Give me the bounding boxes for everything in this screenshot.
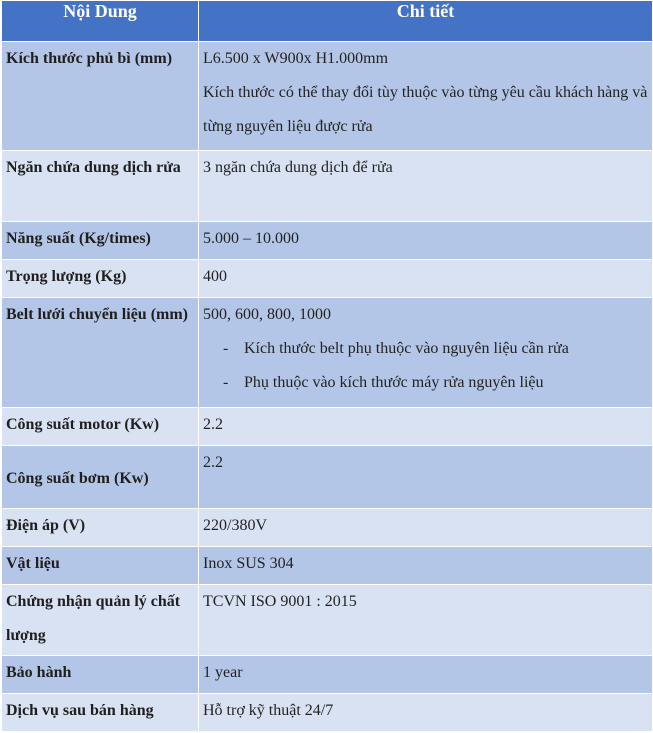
row-value	[199, 42, 653, 151]
table-row	[2, 260, 653, 298]
table-row	[2, 509, 653, 547]
dash-bullet-icon: -	[223, 374, 229, 391]
row-value: 5.000 – 10.000	[199, 222, 653, 260]
row-key-text: Công suất bơm (Kw)	[6, 470, 149, 487]
row-value: 400	[199, 260, 653, 298]
header-row	[2, 1, 653, 42]
row-value: Hỗ trợ kỹ thuật 24/7	[199, 694, 653, 732]
row-value-line: 500, 600, 800, 1000	[203, 306, 331, 323]
row-key: Dịch vụ sau bán hàng	[2, 694, 199, 732]
row-key	[2, 446, 199, 509]
row-value-line: L6.500 x W900x H1.000mm	[203, 50, 389, 67]
row-value: 2.2	[199, 408, 653, 446]
row-value: 3 ngăn chứa dung dịch để rửa	[199, 151, 653, 222]
row-value	[199, 298, 653, 408]
table-row	[2, 547, 653, 585]
table-row	[2, 694, 653, 732]
row-key: Trọng lượng (Kg)	[2, 260, 199, 298]
table-row	[2, 222, 653, 260]
row-value: Inox SUS 304	[199, 547, 653, 585]
row-value: 220/380V	[199, 509, 653, 547]
row-key: Vật liệu	[2, 547, 199, 585]
table-row	[2, 656, 653, 694]
row-key: Công suất motor (Kw)	[2, 408, 199, 446]
dash-bullet-icon: -	[223, 340, 229, 357]
header-detail: Chi tiết	[199, 1, 653, 42]
row-value-line: Kích thước có thể thay đổi tùy thuộc vào từng yêu cầu khách hàng và từng nguyên liệu được rửa	[203, 84, 648, 135]
table-row	[2, 585, 653, 656]
row-key: Kích thước phủ bì (mm)	[2, 42, 199, 151]
bullet-text: Kích thước belt phụ thuộc vào nguyên liệu cần rửa	[244, 340, 569, 357]
table-row	[2, 408, 653, 446]
row-key: Bảo hành	[2, 656, 199, 694]
table-row	[2, 151, 653, 222]
table-row	[2, 298, 653, 408]
spec-table	[1, 0, 653, 732]
header-content: Nội Dung	[2, 1, 199, 42]
row-key: Năng suất (Kg/times)	[2, 222, 199, 260]
bullet-item	[203, 366, 648, 400]
table-row	[2, 446, 653, 509]
row-key: Điện áp (V)	[2, 509, 199, 547]
bullet-item	[203, 332, 648, 366]
row-key: Ngăn chứa dung dịch rửa	[2, 151, 199, 222]
row-key: Belt lưới chuyển liệu (mm)	[2, 298, 199, 408]
row-key: Chứng nhận quản lý chất lượng	[2, 585, 199, 656]
row-value: 2.2	[199, 446, 653, 509]
row-value: TCVN ISO 9001 : 2015	[199, 585, 653, 656]
table-row	[2, 42, 653, 151]
bullet-text: Phụ thuộc vào kích thước máy rửa nguyên liệu	[244, 374, 544, 391]
row-value: 1 year	[199, 656, 653, 694]
